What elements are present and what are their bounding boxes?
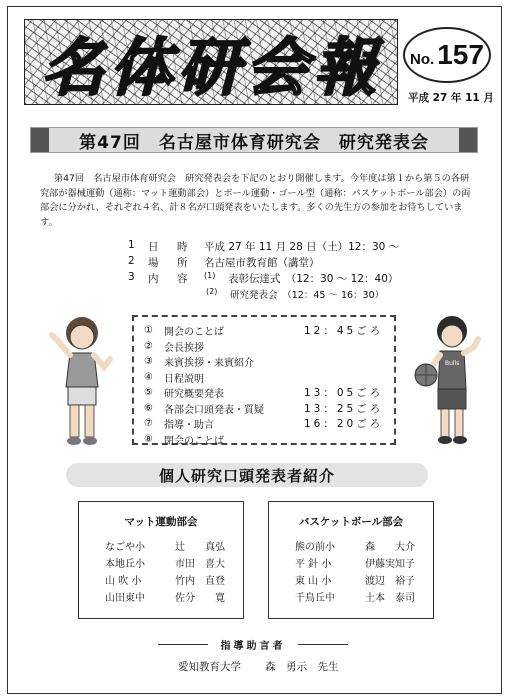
content-row	[128, 287, 399, 303]
content-value: 表彰伝達式 （12：30 ～ 12：40）	[228, 273, 399, 285]
program-item: 指導・助言	[164, 420, 214, 432]
divider	[298, 644, 348, 645]
divider	[158, 644, 208, 645]
presenter-row	[79, 537, 243, 554]
presenter-name: 市田 喜大	[175, 559, 225, 570]
detail-label: 場 所	[148, 257, 192, 269]
program-row	[144, 401, 384, 417]
presenter-name: 渡辺 裕子	[365, 576, 415, 587]
detail-value: 名古屋市教育館（講堂）	[204, 257, 320, 269]
basketball-boy-illustration	[412, 309, 488, 449]
presenter-school: 山 吹 小	[105, 576, 142, 587]
banner-bar-left	[31, 128, 49, 152]
detail-number: 2	[128, 255, 135, 267]
presenter-name: 土本 泰司	[365, 593, 415, 604]
presenter-school: 本地丘小	[105, 559, 145, 570]
detail-number: 3	[128, 271, 135, 283]
issue-number: 157	[437, 39, 484, 70]
presenter-name: 竹内 直登	[175, 576, 225, 587]
presenter-school: なごや小	[105, 542, 145, 553]
presenter-row	[79, 554, 243, 571]
issue-date: 平成 27 年 11 月	[408, 92, 494, 104]
program-time: 13：05ごろ	[304, 387, 384, 400]
content-number: (2)	[206, 287, 218, 296]
presenter-school: 千鳥丘中	[295, 593, 335, 604]
content-number: (1)	[204, 271, 216, 280]
program-mark: ②	[144, 340, 153, 352]
program-mark: ⑥	[144, 402, 153, 414]
presenter-school: 山田東中	[105, 593, 145, 604]
presenter-row	[269, 588, 433, 605]
program-row	[144, 370, 384, 386]
adviser-info	[178, 659, 339, 674]
program-row	[144, 354, 384, 370]
content-value: 研究発表会 （12：45 ～ 16：30）	[230, 290, 385, 301]
program-row	[144, 416, 384, 432]
adviser-title: 指導助言者	[220, 641, 286, 652]
program-box	[132, 315, 396, 445]
masthead-title: 名体研会報	[41, 30, 382, 104]
mat-team-box	[78, 501, 244, 619]
program-row	[144, 339, 384, 355]
presenter-name: 佐分 寛	[175, 593, 225, 604]
event-details	[128, 239, 399, 303]
program-time: 13：25ごろ	[304, 402, 384, 415]
presenters-heading: 個人研究口頭発表者紹介	[66, 463, 428, 487]
detail-label: 日 時	[148, 241, 192, 253]
masthead	[24, 19, 398, 105]
program-item: 開会のことば	[164, 327, 224, 339]
program-row	[144, 323, 384, 339]
adviser-heading	[158, 637, 348, 651]
event-banner	[30, 127, 478, 153]
basketball-team-box	[268, 501, 434, 619]
detail-label: 内 容	[148, 273, 192, 285]
program-item: 日程説明	[164, 373, 204, 385]
detail-number: 1	[128, 239, 135, 251]
newsletter-page	[7, 6, 502, 694]
detail-row	[128, 239, 399, 255]
program-mark: ③	[144, 356, 153, 368]
presenter-school: 東 山 小	[295, 576, 332, 587]
program-row	[144, 432, 384, 448]
basketball-team-name: バスケットボール部会	[298, 516, 404, 528]
girl-illustration	[38, 309, 122, 449]
program-mark: ①	[144, 325, 153, 337]
program-item: 閉会のことば	[164, 435, 224, 447]
presenter-row	[79, 588, 243, 605]
issue-badge	[403, 27, 491, 83]
program-row	[144, 385, 384, 401]
program-mark: ④	[144, 371, 153, 383]
program-item: 各部会口頭発表・質疑	[164, 404, 264, 416]
issue-prefix: No.	[410, 50, 435, 68]
presenter-row	[269, 571, 433, 588]
detail-row	[128, 271, 399, 287]
adviser-affiliation: 愛知教育大学	[178, 661, 241, 673]
event-title: 第47回 名古屋市体育研究会 研究発表会	[79, 132, 429, 153]
detail-row	[128, 255, 399, 271]
adviser-name: 森 勇示 先生	[265, 661, 339, 673]
presenter-row	[269, 537, 433, 554]
presenter-school: 平 針 小	[295, 559, 332, 570]
program-item: 研究概要発表	[164, 389, 224, 401]
presenter-row	[79, 571, 243, 588]
detail-value: 平成 27 年 11 月 28 日（土）12：30 ～	[204, 241, 400, 253]
program-time: 16：20ごろ	[304, 418, 384, 431]
presenter-name: 辻 真弘	[175, 542, 225, 553]
svg-text:Bulls: Bulls	[445, 360, 460, 367]
mat-team-name: マット運動部会	[124, 516, 198, 528]
presenter-row	[269, 554, 433, 571]
program-item: 来賓挨拶・来賓紹介	[164, 358, 254, 370]
program-mark: ⑧	[144, 433, 153, 445]
presenter-school: 熊の前小	[295, 542, 335, 553]
presenter-name: 森 大介	[365, 542, 415, 553]
program-mark: ⑦	[144, 418, 153, 430]
banner-bar-right	[459, 128, 477, 152]
presenter-name: 伊藤実知子	[365, 559, 415, 570]
intro-paragraph: 第47回 名古屋市体育研究会 研究発表会を下記のとおり開催します。今年度は第１から第５の各研究部が器械運動（通称：マット運動部会）とボール運動・ゴール型（通称：バスケットボール部会）の両部会に分かれ、それぞれ４名、計８名が口頭発表をいたします。多くの先生方の参加をお待ちしています。	[40, 173, 471, 228]
program-mark: ⑤	[144, 387, 153, 399]
program-time: 12：45ごろ	[304, 325, 384, 338]
program-item: 会長挨拶	[164, 342, 204, 354]
